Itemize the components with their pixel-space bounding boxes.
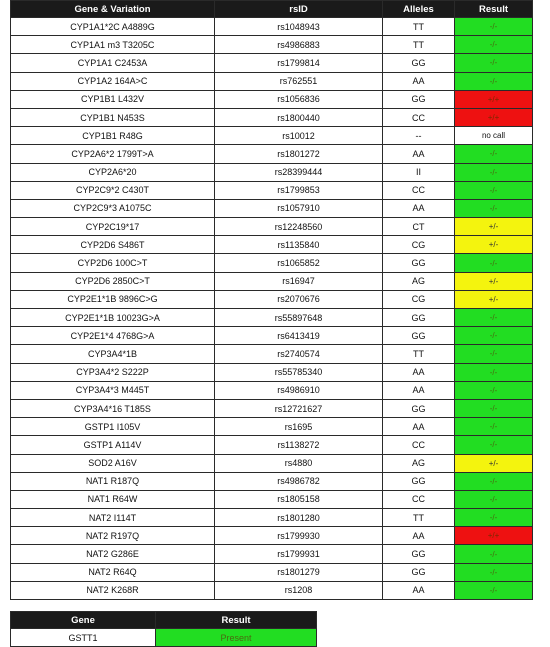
gene-variation-cell: CYP2A6*20 [11, 163, 215, 181]
column-header-rsid: rsID [215, 1, 383, 18]
alleles-cell: GG [383, 399, 455, 417]
alleles-cell: GG [383, 563, 455, 581]
gene-variation-cell: CYP3A4*3 M445T [11, 381, 215, 399]
table-row [11, 629, 317, 647]
rsid-cell: rs1801280 [215, 509, 383, 527]
gene-variation-cell: CYP1A1 C2453A [11, 54, 215, 72]
result-cell: +/- [455, 272, 533, 290]
table-row [11, 381, 533, 399]
rsid-cell: rs2740574 [215, 345, 383, 363]
result-cell: +/+ [455, 108, 533, 126]
result-cell: -/- [455, 163, 533, 181]
table-header-row [11, 1, 533, 18]
rsid-cell: rs1208 [215, 581, 383, 599]
alleles-cell: CC [383, 436, 455, 454]
rsid-cell: rs2070676 [215, 290, 383, 308]
alleles-cell: AA [383, 381, 455, 399]
table-row [11, 509, 533, 527]
table-row [11, 309, 533, 327]
gene-variation-cell: SOD2 A16V [11, 454, 215, 472]
rsid-cell: rs1057910 [215, 199, 383, 217]
gene-variation-cell: NAT2 G286E [11, 545, 215, 563]
rsid-cell: rs1056836 [215, 90, 383, 108]
result-cell: -/- [455, 145, 533, 163]
alleles-cell: AA [383, 527, 455, 545]
result-cell: -/- [455, 327, 533, 345]
table-row [11, 527, 533, 545]
rsid-cell: rs1135840 [215, 236, 383, 254]
genotype-table [10, 0, 533, 600]
alleles-cell: CT [383, 218, 455, 236]
result-cell: +/- [455, 218, 533, 236]
result-cell: -/- [455, 418, 533, 436]
rsid-cell: rs4986782 [215, 472, 383, 490]
rsid-cell: rs4986910 [215, 381, 383, 399]
gene-variation-cell: CYP1A1 m3 T3205C [11, 36, 215, 54]
column-header-result: Result [455, 1, 533, 18]
table-row [11, 108, 533, 126]
alleles-cell: GG [383, 90, 455, 108]
rsid-cell: rs1800440 [215, 108, 383, 126]
column-header-result: Result [156, 612, 317, 629]
gene-variation-cell: CYP1B1 N453S [11, 108, 215, 126]
gene-variation-cell: CYP1B1 L432V [11, 90, 215, 108]
gene-variation-cell: CYP3A4*1B [11, 345, 215, 363]
result-cell: no call [455, 127, 533, 145]
gene-variation-cell: CYP1A2 164A>C [11, 72, 215, 90]
gene-cell: GSTT1 [11, 629, 156, 647]
table-header-row [11, 612, 317, 629]
gene-variation-cell: CYP2C19*17 [11, 218, 215, 236]
alleles-cell: CG [383, 290, 455, 308]
result-cell: -/- [455, 436, 533, 454]
table-row [11, 54, 533, 72]
alleles-cell: CC [383, 181, 455, 199]
table-row [11, 563, 533, 581]
rsid-cell: rs1801272 [215, 145, 383, 163]
table-row [11, 145, 533, 163]
gene-variation-cell: NAT2 R64Q [11, 563, 215, 581]
rsid-cell: rs1799930 [215, 527, 383, 545]
gene-variation-cell: CYP1A1*2C A4889G [11, 18, 215, 36]
alleles-cell: AA [383, 418, 455, 436]
gene-variation-cell: CYP2E1*1B 9896C>G [11, 290, 215, 308]
result-cell: +/- [455, 236, 533, 254]
result-cell: -/- [455, 36, 533, 54]
table-row [11, 72, 533, 90]
gene-variation-cell: GSTP1 I105V [11, 418, 215, 436]
gene-variation-cell: NAT2 R197Q [11, 527, 215, 545]
table-row [11, 418, 533, 436]
alleles-cell: GG [383, 254, 455, 272]
gene-variation-cell: CYP2C9*2 C430T [11, 181, 215, 199]
table-row [11, 272, 533, 290]
table-row [11, 399, 533, 417]
alleles-cell: AA [383, 72, 455, 90]
table-row [11, 236, 533, 254]
table-row [11, 436, 533, 454]
table-row [11, 472, 533, 490]
alleles-cell: TT [383, 509, 455, 527]
gene-presence-table [10, 611, 317, 647]
table-row [11, 454, 533, 472]
rsid-cell: rs10012 [215, 127, 383, 145]
table-row [11, 218, 533, 236]
gene-variation-cell: CYP2E1*1B 10023G>A [11, 309, 215, 327]
table-row [11, 545, 533, 563]
gene-variation-cell: CYP3A4*16 T185S [11, 399, 215, 417]
rsid-cell: rs1799814 [215, 54, 383, 72]
result-cell: -/- [455, 181, 533, 199]
alleles-cell: AG [383, 454, 455, 472]
result-cell: -/- [455, 509, 533, 527]
result-cell: -/- [455, 472, 533, 490]
result-cell: -/- [455, 18, 533, 36]
column-header-gene-variation: Gene & Variation [11, 1, 215, 18]
result-cell: -/- [455, 254, 533, 272]
rsid-cell: rs1799931 [215, 545, 383, 563]
result-cell: -/- [455, 545, 533, 563]
table-row [11, 199, 533, 217]
table-row [11, 363, 533, 381]
table-row [11, 490, 533, 508]
result-cell: -/- [455, 563, 533, 581]
result-cell: -/- [455, 54, 533, 72]
result-cell: -/- [455, 490, 533, 508]
gene-variation-cell: GSTP1 A114V [11, 436, 215, 454]
rsid-cell: rs16947 [215, 272, 383, 290]
rsid-cell: rs28399444 [215, 163, 383, 181]
table-row [11, 90, 533, 108]
gene-variation-cell: NAT1 R64W [11, 490, 215, 508]
table-row [11, 36, 533, 54]
result-cell: -/- [455, 72, 533, 90]
alleles-cell: II [383, 163, 455, 181]
alleles-cell: TT [383, 36, 455, 54]
alleles-cell: CC [383, 108, 455, 126]
rsid-cell: rs762551 [215, 72, 383, 90]
rsid-cell: rs1048943 [215, 18, 383, 36]
rsid-cell: rs1801279 [215, 563, 383, 581]
rsid-cell: rs1065852 [215, 254, 383, 272]
result-cell: +/- [455, 454, 533, 472]
gene-variation-cell: CYP2D6 100C>T [11, 254, 215, 272]
table-row [11, 18, 533, 36]
rsid-cell: rs1695 [215, 418, 383, 436]
result-cell: Present [156, 629, 317, 647]
alleles-cell: AA [383, 145, 455, 163]
alleles-cell: TT [383, 345, 455, 363]
column-header-gene: Gene [11, 612, 156, 629]
rsid-cell: rs1799853 [215, 181, 383, 199]
table-row [11, 127, 533, 145]
rsid-cell: rs1805158 [215, 490, 383, 508]
result-cell: -/- [455, 363, 533, 381]
result-cell: -/- [455, 199, 533, 217]
result-cell: -/- [455, 345, 533, 363]
result-cell: -/- [455, 399, 533, 417]
table-row [11, 327, 533, 345]
table-row [11, 345, 533, 363]
gene-variation-cell: NAT2 I114T [11, 509, 215, 527]
rsid-cell: rs4880 [215, 454, 383, 472]
column-header-alleles: Alleles [383, 1, 455, 18]
result-cell: -/- [455, 581, 533, 599]
alleles-cell: AG [383, 272, 455, 290]
alleles-cell: CG [383, 236, 455, 254]
rsid-cell: rs1138272 [215, 436, 383, 454]
gene-variation-cell: CYP3A4*2 S222P [11, 363, 215, 381]
alleles-cell: GG [383, 309, 455, 327]
table-row [11, 290, 533, 308]
alleles-cell: CC [383, 490, 455, 508]
alleles-cell: AA [383, 199, 455, 217]
alleles-cell: AA [383, 581, 455, 599]
alleles-cell: -- [383, 127, 455, 145]
table-row [11, 163, 533, 181]
table-row [11, 181, 533, 199]
alleles-cell: GG [383, 545, 455, 563]
rsid-cell: rs12721627 [215, 399, 383, 417]
table-row [11, 254, 533, 272]
gene-variation-cell: CYP2E1*4 4768G>A [11, 327, 215, 345]
rsid-cell: rs6413419 [215, 327, 383, 345]
alleles-cell: GG [383, 327, 455, 345]
gene-variation-cell: NAT1 R187Q [11, 472, 215, 490]
alleles-cell: TT [383, 18, 455, 36]
result-cell: -/- [455, 381, 533, 399]
result-cell: -/- [455, 309, 533, 327]
gene-variation-cell: NAT2 K268R [11, 581, 215, 599]
result-cell: +/+ [455, 90, 533, 108]
table-row [11, 581, 533, 599]
gene-variation-cell: CYP2D6 S486T [11, 236, 215, 254]
rsid-cell: rs12248560 [215, 218, 383, 236]
rsid-cell: rs55785340 [215, 363, 383, 381]
rsid-cell: rs4986883 [215, 36, 383, 54]
alleles-cell: AA [383, 363, 455, 381]
rsid-cell: rs55897648 [215, 309, 383, 327]
result-cell: +/+ [455, 527, 533, 545]
alleles-cell: GG [383, 472, 455, 490]
gene-variation-cell: CYP2C9*3 A1075C [11, 199, 215, 217]
result-cell: +/- [455, 290, 533, 308]
alleles-cell: GG [383, 54, 455, 72]
gene-variation-cell: CYP2A6*2 1799T>A [11, 145, 215, 163]
gene-variation-cell: CYP1B1 R48G [11, 127, 215, 145]
gene-variation-cell: CYP2D6 2850C>T [11, 272, 215, 290]
